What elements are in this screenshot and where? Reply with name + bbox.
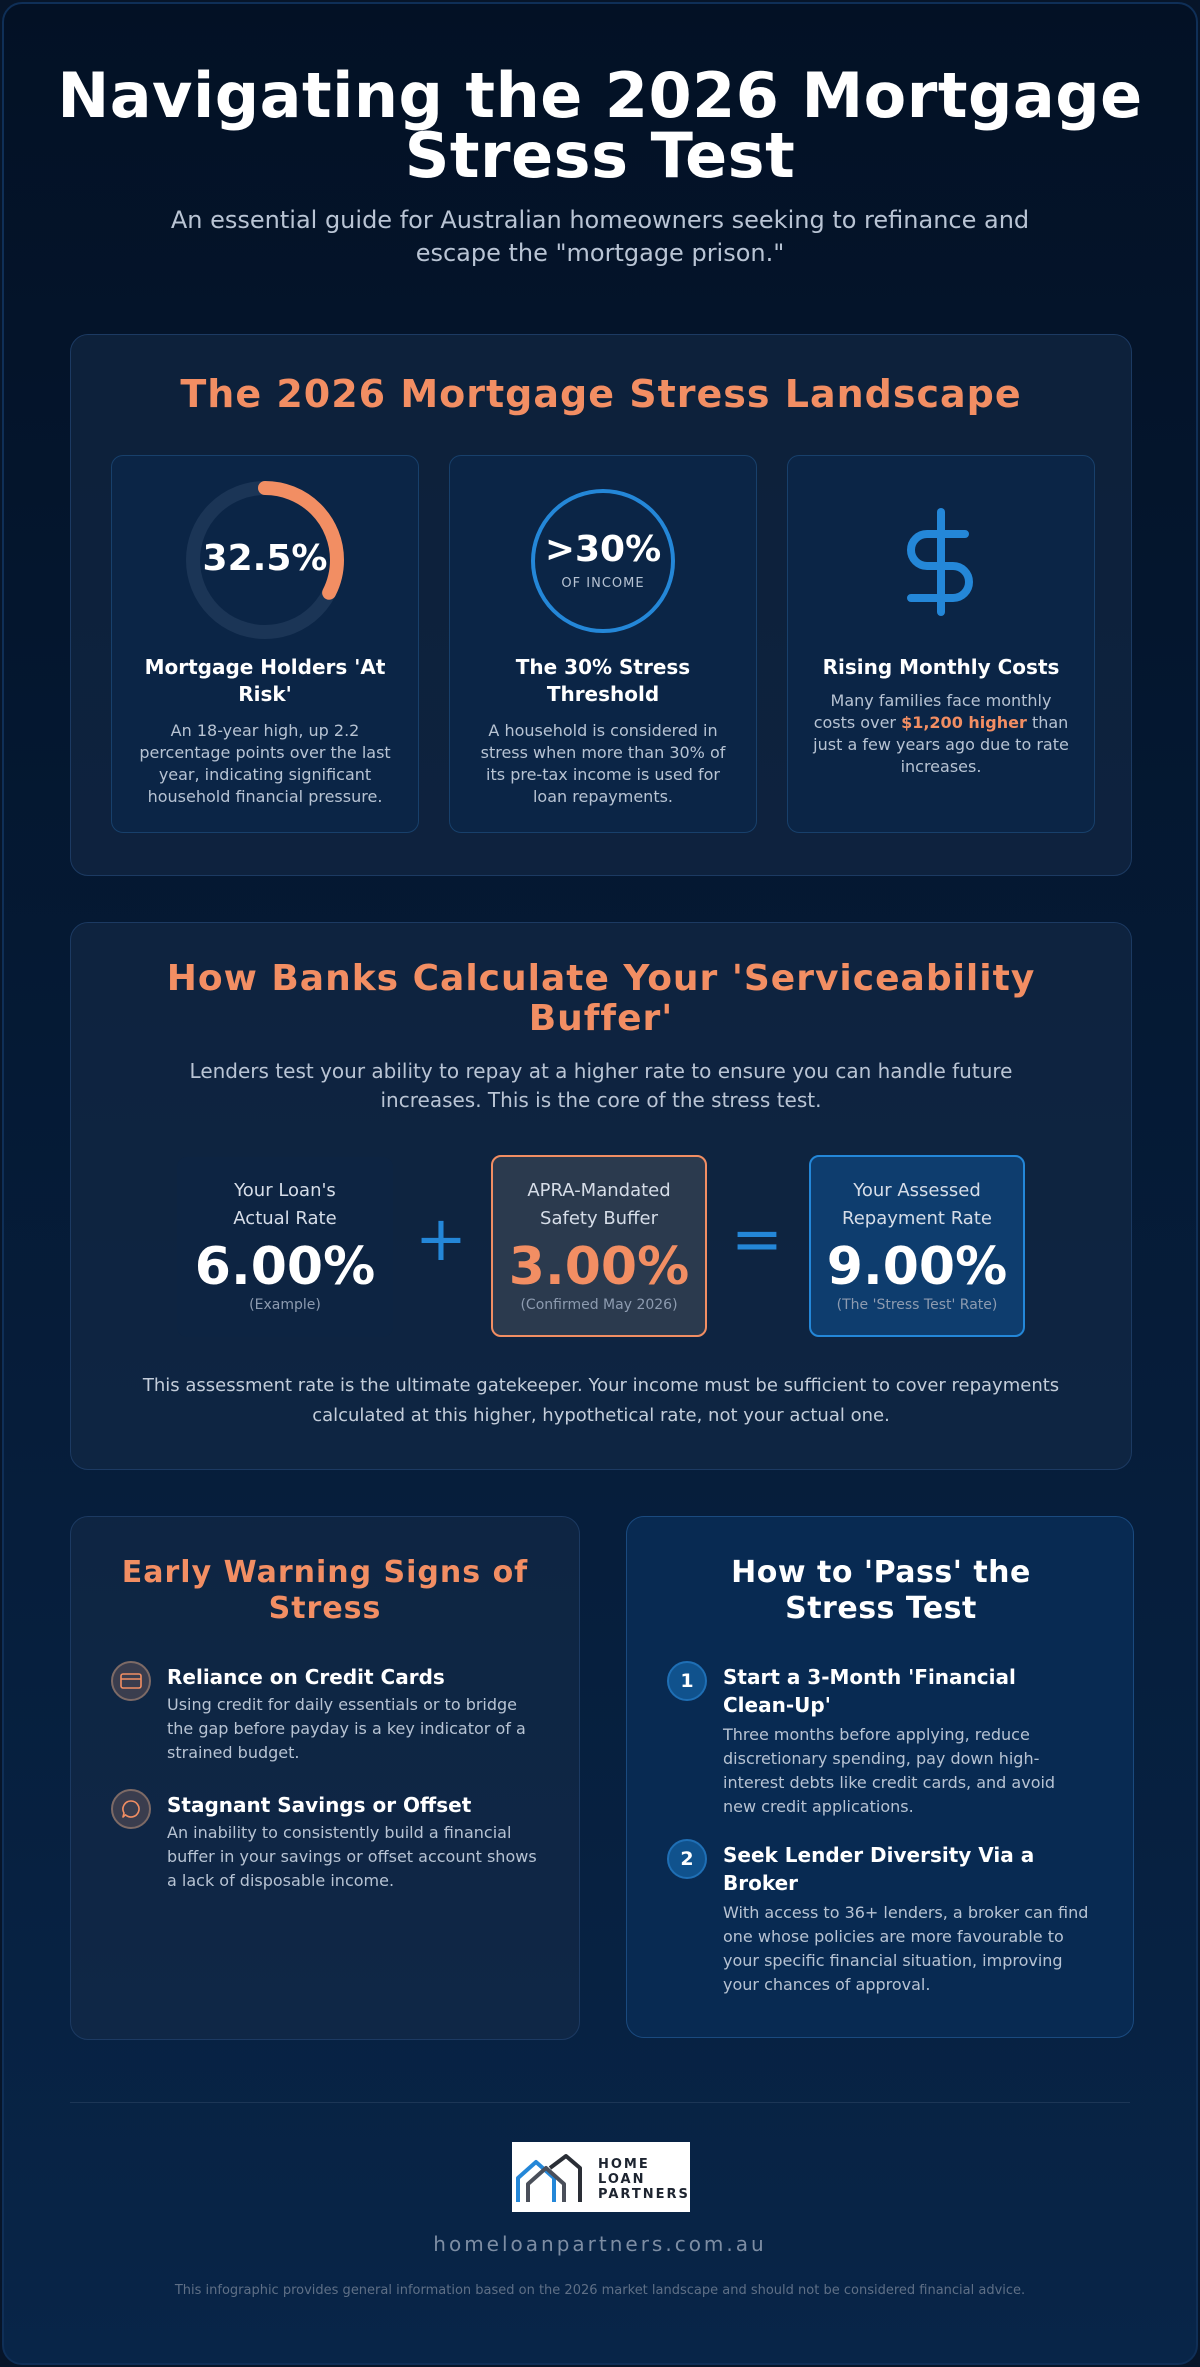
- assessed-rate-box: [809, 1155, 1025, 1337]
- assessed-label-1: Your Assessed: [853, 1180, 981, 1201]
- buffer-conclusion: This assessment rate is the ultimate gatekeeper. Your income must be sufficient to cover repayments calculated at this higher, hypothetical rate, not your actual one.: [142, 1375, 1060, 1426]
- warning-signs-section: [70, 1516, 580, 2040]
- at-risk-desc: An 18-year high, up 2.2 percentage points over the last year, indicating significant household financial pressure.: [139, 721, 391, 806]
- costs-desc-before: Many families face monthly costs over: [813, 691, 1052, 732]
- stat-card-costs: [787, 455, 1095, 833]
- credit-card-icon: [111, 1661, 151, 1701]
- chat-bubble-icon: [111, 1789, 151, 1829]
- actual-rate-label-1: Your Loan's: [234, 1180, 336, 1201]
- buffer-intro: Lenders test your ability to repay at a higher rate to ensure you can handle future increases. This is the core of the stress test.: [189, 1059, 1013, 1112]
- warning-item-desc-2: An inability to consistently build a financial buffer in your savings or offset account shows a lack of disposable income.: [167, 1823, 537, 1890]
- costs-desc-highlight: $1,200 higher: [901, 713, 1027, 732]
- house-logo-icon: [514, 2148, 584, 2208]
- threshold-desc: A household is considered in stress when more than 30% of its pre-tax income is used for loan repayments.: [480, 721, 726, 806]
- apra-label-2: Safety Buffer: [540, 1208, 658, 1229]
- warning-item-title-1: Reliance on Credit Cards: [167, 1665, 445, 1689]
- logo-text-3: PARTNERS: [598, 2187, 690, 2202]
- pass-test-section: [626, 1516, 1134, 2038]
- page-title: Navigating the 2026 Mortgage Stress Test: [57, 59, 1143, 192]
- assessed-label-2: Repayment Rate: [842, 1208, 992, 1229]
- costs-desc: [812, 690, 1070, 778]
- logo-text-2: LOAN: [598, 2172, 646, 2187]
- threshold-title: The 30% Stress Threshold: [515, 655, 691, 706]
- footer-divider: [70, 2102, 1130, 2103]
- threshold-value-sub: OF INCOME: [561, 576, 645, 591]
- assessed-value: 9.00%: [826, 1237, 1008, 1297]
- dollar-icon: [893, 508, 989, 618]
- threshold-value: >30%: [544, 529, 662, 570]
- equals-sign: =: [731, 1202, 783, 1275]
- warning-title: Early Warning Signs of Stress: [121, 1555, 529, 1626]
- actual-rate-box: [177, 1157, 393, 1337]
- disclaimer: This infographic provides general information based on the 2026 market landscape and should not be considered financial advice.: [174, 2283, 1026, 2298]
- costs-title: Rising Monthly Costs: [822, 655, 1060, 679]
- stat-card-threshold: [449, 455, 757, 833]
- plus-sign: +: [415, 1202, 467, 1275]
- website-link[interactable]: homeloanpartners.com.au: [433, 2232, 767, 2256]
- assessed-note: (The 'Stress Test' Rate): [836, 1297, 998, 1313]
- apra-note: (Confirmed May 2026): [520, 1297, 678, 1313]
- at-risk-title: Mortgage Holders 'At Risk': [144, 655, 386, 706]
- actual-rate-value: 6.00%: [194, 1237, 376, 1297]
- apra-buffer-box: [491, 1155, 707, 1337]
- page-subtitle: An essential guide for Australian homeowners seeking to refinance and escape the "mortgage prison.": [170, 206, 1030, 267]
- pass-step-title-2: Seek Lender Diversity Via a Broker: [723, 1843, 1035, 1895]
- stat-card-at-risk: [111, 455, 419, 833]
- pass-title: How to 'Pass' the Stress Test: [731, 1555, 1031, 1626]
- step-number-2: 2: [667, 1839, 707, 1879]
- actual-rate-label-2: Actual Rate: [233, 1208, 337, 1229]
- step-number-1: 1: [667, 1661, 707, 1701]
- pass-step-desc-1: Three months before applying, reduce discretionary spending, pay down high-interest debts like credit cards, and avoid new credit applications.: [723, 1725, 1056, 1816]
- buffer-title: How Banks Calculate Your 'Serviceability Buffer': [166, 958, 1036, 1039]
- at-risk-value: 32.5%: [202, 538, 328, 579]
- pass-step-title-1: Start a 3-Month 'Financial Clean-Up': [723, 1665, 1016, 1717]
- warning-item-desc-1: Using credit for daily essentials or to bridge the gap before payday is a key indicator of a strained budget.: [167, 1695, 526, 1762]
- company-logo: [512, 2142, 690, 2212]
- apra-label-1: APRA-Mandated: [527, 1180, 671, 1201]
- apra-value: 3.00%: [508, 1237, 690, 1297]
- landscape-section: [70, 334, 1132, 876]
- buffer-section: [70, 922, 1132, 1470]
- costs-desc-after: than just a few years ago due to rate increases.: [813, 713, 1069, 776]
- pass-step-desc-2: With access to 36+ lenders, a broker can find one whose policies are more favourable to your specific financial situation, improving your chances of approval.: [723, 1903, 1089, 1994]
- actual-rate-note: (Example): [249, 1297, 321, 1313]
- infographic-frame: [2, 2, 1198, 2365]
- warning-item-title-2: Stagnant Savings or Offset: [167, 1793, 472, 1817]
- landscape-title: The 2026 Mortgage Stress Landscape: [180, 372, 1022, 416]
- logo-text-1: HOME: [598, 2157, 650, 2172]
